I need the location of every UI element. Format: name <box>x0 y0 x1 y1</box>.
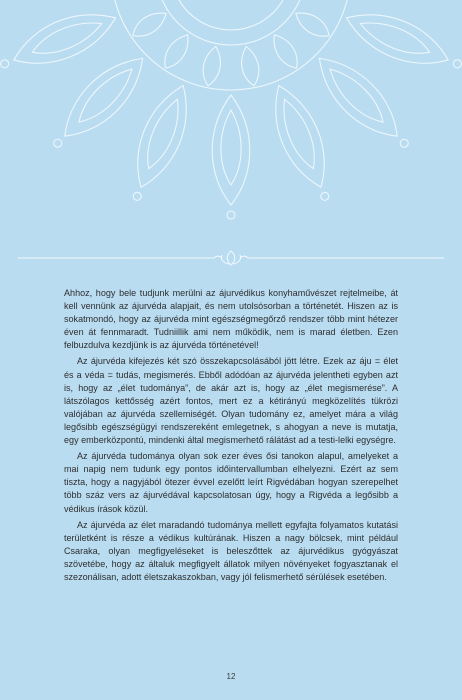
page-number: 12 <box>226 672 236 681</box>
paragraph: Az ájurvéda az élet maradandó tudománya mellett egyfajta folyamatos kutatási területként is része a védikus kultúrának. Hiszen a nagy bölcsek, mint például Csaraka, olyan megfigyeléseket is beleszőttek az ájurvédikus gyógyászat szövetébe, hogy az általuk megfigyelt állatok milyen növényeket fogyasztanak el szezonálisan, adott életszakaszokban, vagy jól felismerhető sérülések esetében. <box>64 519 398 582</box>
paragraph: Az ájurvéda tudománya olyan sok ezer éves ősi tanokon alapul, amelyeket a mai napig nem tudunk egy pontos időintervallumban elhelyezni. Ezért az sem tiszta, hogy a nagyjából ötezer évvel ezelőtt leírt Rigvédában hogyan szerepelhet több száz vers az ájurvédával kapcsolatosan úgy, hogy a Rigvéda a legősibb a védikus írások közül. <box>64 451 398 514</box>
paragraph: Ahhoz, hogy bele tudjunk merülni az ájurvédikus konyhaművészet rejtelmeibe, át kell vennünk az ájurvéda alapjait, és nem utolsósorban a történetét. Hiszen az is sokatmondó, hogy az ájurvéda mint egészségmegőrző rendszer több mint hétezer éven át fennmaradt. Tudniillik ami nem működik, nem is marad életben. Ezen felbuzdulva kezdjünk is az ájurvéda történetével! <box>64 288 398 351</box>
mandala-ornament <box>0 0 462 260</box>
paragraph: Az ájurvéda kifejezés két szó összekapcsolásából jött létre. Ezek az áju = élet és a véda = tudás, megismerés. Ebből adódóan az ájurvéda jelentheti egyben azt is, hogy az „élet tudománya”, de akár azt is, hogy az „élet megismerése”. A látszólagos kettősség azért fontos, mert ez a kétirányú megközelítés tükrözi valójában az ájurvéda szellemiségét. Olyan tudomány ez, amelyet mára a világ legősibb egészségügyi rendszereként emlegetnek, s ahogyan a neve is mutatja, egy emberközpontú, mindenki által megismerhető rálátást ad a testi-lelki egységre. <box>64 356 398 446</box>
lotus-divider-icon <box>0 248 462 268</box>
body-text <box>64 287 398 587</box>
